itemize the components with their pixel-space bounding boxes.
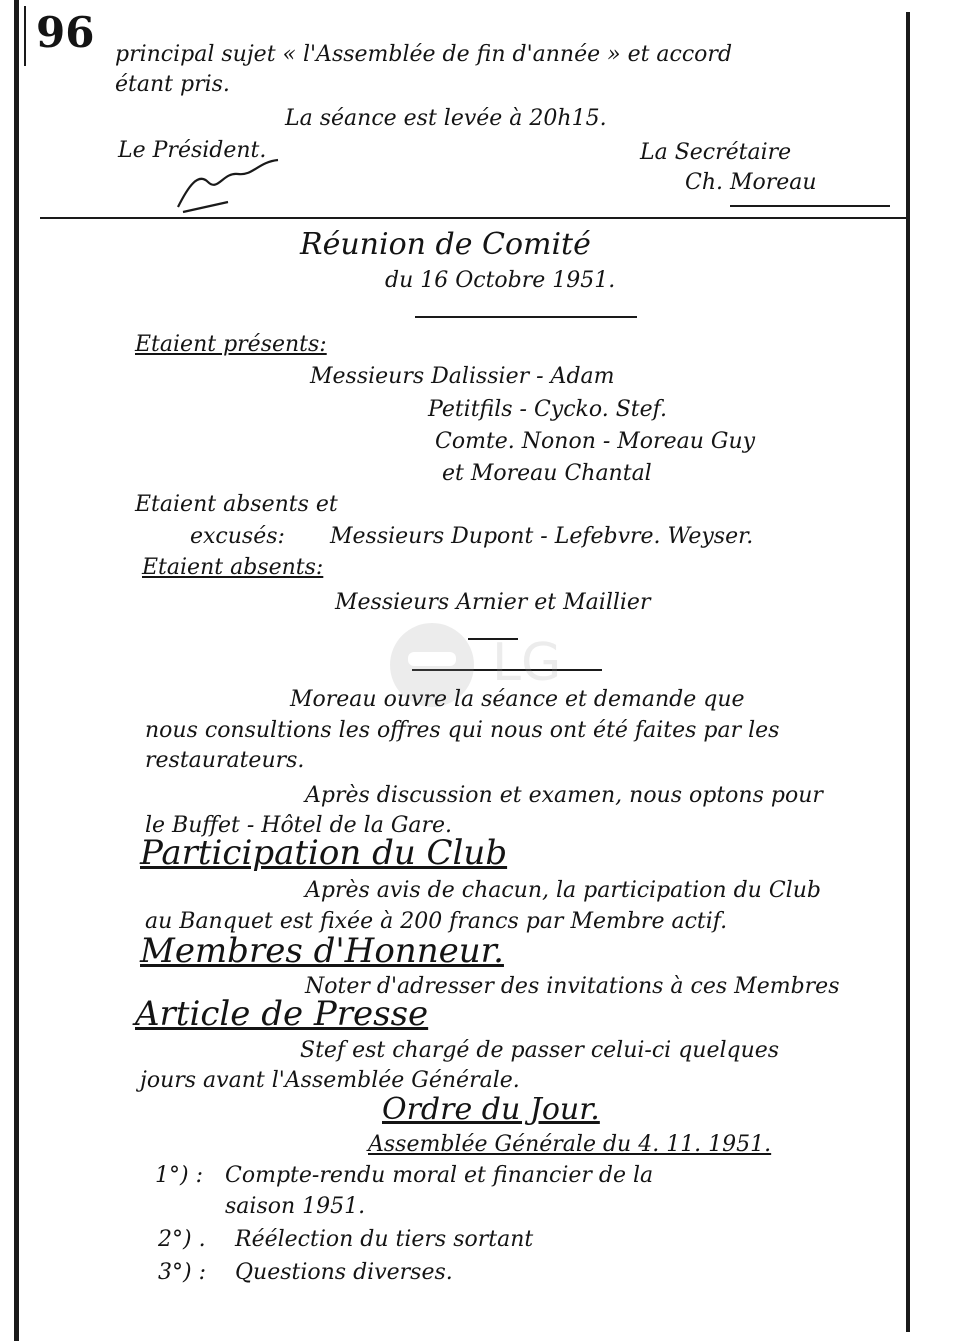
body-p3-line-2: au Banquet est fixée à 200 francs par Membre actif. xyxy=(145,909,728,934)
page-number: 96 xyxy=(36,8,95,57)
heading-article-presse: Article de Presse xyxy=(135,994,429,1034)
president-label: Le Président. xyxy=(118,138,267,163)
agenda-item-3-number: 3°) : xyxy=(158,1260,206,1285)
excused-label-2: excusés: xyxy=(190,524,285,549)
meeting-title: Réunion de Comité xyxy=(300,227,591,262)
previous-minutes-line-1: principal sujet « l'Assemblée de fin d'année » et accord xyxy=(115,42,733,67)
heading-membres-honneur: Membres d'Honneur. xyxy=(140,931,504,971)
excused-names: Messieurs Dupont - Lefebvre. Weyser. xyxy=(330,524,754,549)
body-p2-line-1: Après discussion et examen, nous optons pour xyxy=(305,783,823,808)
left-margin-bracket xyxy=(24,6,26,66)
svg-text:LG: LG xyxy=(492,633,562,693)
agenda-item-1-number: 1°) : xyxy=(155,1163,203,1188)
present-names-4: et Moreau Chantal xyxy=(442,461,652,486)
secretary-signature: Ch. Moreau xyxy=(685,170,817,195)
title-divider xyxy=(415,316,637,318)
heading-ordre-du-jour: Ordre du Jour. xyxy=(382,1092,600,1127)
body-p1-line-1: Moreau ouvre la séance et demande que xyxy=(290,687,745,712)
present-names-2: Petitfils - Cycko. Stef. xyxy=(428,397,668,422)
present-label: Etaient présents: xyxy=(135,332,327,357)
body-p1-line-2: nous consultions les offres qui nous ont été faites par les xyxy=(145,718,780,743)
signature-underline xyxy=(730,205,890,207)
ordre-subheading: Assemblée Générale du 4. 11. 1951. xyxy=(368,1132,772,1157)
present-names-1: Messieurs Dalissier - Adam xyxy=(310,364,615,389)
previous-minutes-line-2: étant pris. xyxy=(115,72,230,97)
body-p5-line-2: jours avant l'Assemblée Générale. xyxy=(140,1068,520,1093)
right-margin-line xyxy=(906,12,910,1332)
secretary-label: La Secrétaire xyxy=(640,140,792,165)
body-p5-line-1: Stef est chargé de passer celui-ci quelques xyxy=(300,1038,780,1063)
agenda-item-1-line-1: Compte-rendu moral et financier de la xyxy=(225,1163,654,1188)
body-p3-line-1: Après avis de chacun, la participation du Club xyxy=(305,878,821,903)
excused-label-1: Etaient absents et xyxy=(135,492,338,517)
body-p1-line-3: restaurateurs. xyxy=(145,748,305,773)
section-divider xyxy=(40,217,906,219)
agenda-item-2: Réélection du tiers sortant xyxy=(235,1227,534,1252)
body-p2-line-2: le Buffet - Hôtel de la Gare. xyxy=(145,813,453,838)
session-closed-line: La séance est levée à 20h15. xyxy=(285,106,607,131)
agenda-item-2-number: 2°) . xyxy=(158,1227,206,1252)
absent-label: Etaient absents: xyxy=(142,555,324,580)
body-p4-line-1: Noter d'adresser des invitations à ces Membres xyxy=(305,974,840,999)
absent-names: Messieurs Arnier et Maillier xyxy=(335,590,651,615)
president-signature-icon xyxy=(168,152,298,222)
agenda-item-1-line-2: saison 1951. xyxy=(225,1194,366,1219)
agenda-item-3: Questions diverses. xyxy=(235,1260,453,1285)
left-margin-line xyxy=(14,0,19,1341)
meeting-date: du 16 Octobre 1951. xyxy=(385,268,616,293)
heading-participation: Participation du Club xyxy=(140,833,508,873)
present-names-3: Comte. Nonon - Moreau Guy xyxy=(435,429,756,454)
